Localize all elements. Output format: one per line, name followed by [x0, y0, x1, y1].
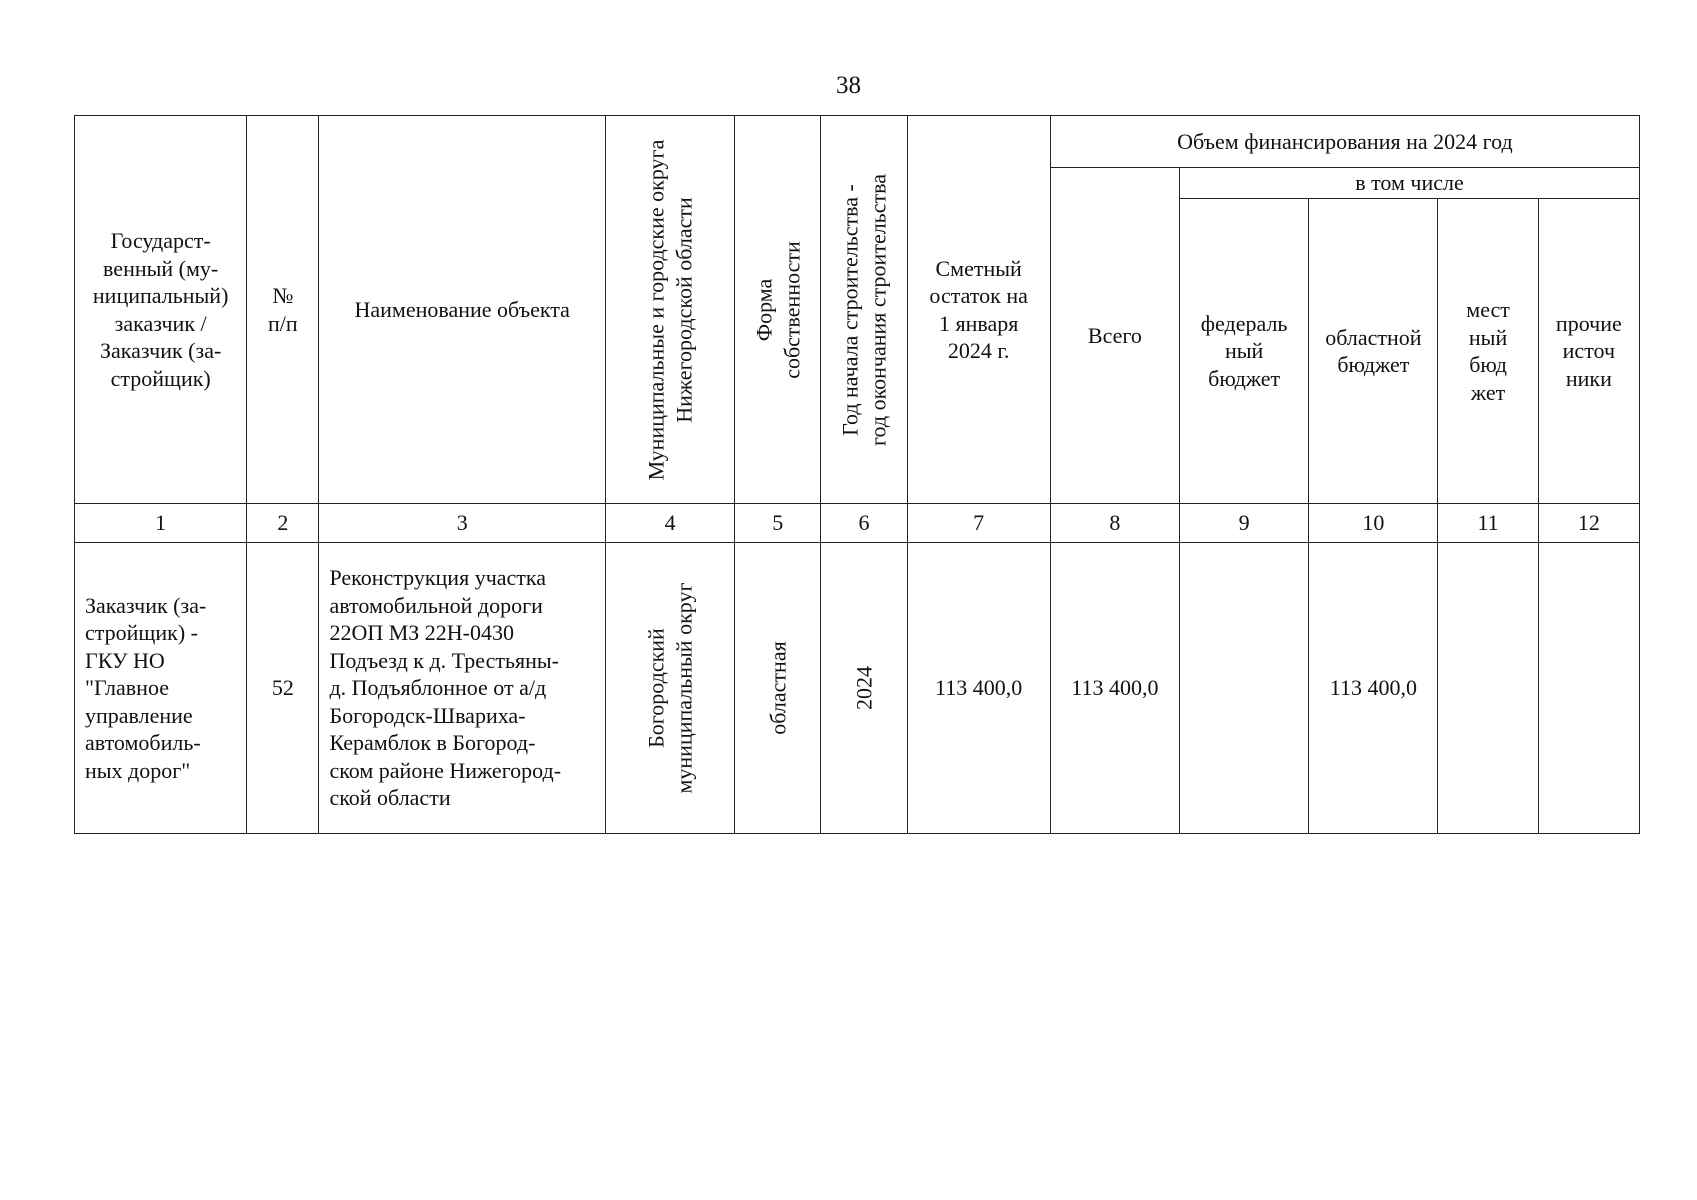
header-local-budget: мест ный бюд жет — [1438, 199, 1538, 504]
cell-estimate-balance: 113 400,0 — [907, 543, 1050, 834]
column-number: 12 — [1538, 504, 1639, 543]
column-number: 2 — [247, 504, 319, 543]
cell-number: 52 — [247, 543, 319, 834]
header-ownership: Форма собственности — [735, 116, 821, 504]
cell-ownership: областная — [735, 543, 821, 834]
column-number: 11 — [1438, 504, 1538, 543]
column-number: 7 — [907, 504, 1050, 543]
table-row — [75, 543, 1640, 834]
column-number: 3 — [319, 504, 606, 543]
header-federal-budget: федераль ный бюджет — [1180, 199, 1309, 504]
column-number: 10 — [1309, 504, 1438, 543]
column-number: 6 — [821, 504, 907, 543]
column-number: 1 — [75, 504, 247, 543]
header-customer: Государст- венный (му- ниципальный) заказчик / Заказчик (за- стройщик) — [75, 116, 247, 504]
header-regional-budget: областной бюджет — [1309, 199, 1438, 504]
column-number: 4 — [605, 504, 734, 543]
cell-total: 113 400,0 — [1050, 543, 1179, 834]
financing-table — [74, 115, 1640, 834]
cell-other-sources — [1538, 543, 1639, 834]
header-number: № п/п — [247, 116, 319, 504]
header-object-name: Наименование объекта — [319, 116, 606, 504]
cell-local-budget — [1438, 543, 1538, 834]
column-number: 5 — [735, 504, 821, 543]
cell-years: 2024 — [821, 543, 907, 834]
header-years: Год начала строительства - год окончания строительства — [821, 116, 907, 504]
header-including: в том числе — [1180, 168, 1640, 199]
cell-federal-budget — [1180, 543, 1309, 834]
cell-regional-budget: 113 400,0 — [1309, 543, 1438, 834]
page-number: 38 — [836, 72, 861, 99]
cell-object-name: Реконструкция участка автомобильной дороги 22ОП МЗ 22Н-0430 Подъезд к д. Трестьяны- д. Подъяблонное от а/д Богородск-Швариха- Керамблок в Богород- ском районе Нижегород- ской области — [319, 543, 606, 834]
header-estimate-balance: Сметный остаток на 1 января 2024 г. — [907, 116, 1050, 504]
header-other-sources: прочие источ ники — [1538, 199, 1639, 504]
cell-customer: Заказчик (за- стройщик) - ГКУ НО "Главное управление автомобиль- ных дорог" — [75, 543, 247, 834]
header-financing-volume: Объем финансирования на 2024 год — [1050, 116, 1639, 168]
column-number: 9 — [1180, 504, 1309, 543]
header-municipality: Муниципальные и городские округа Нижегородской области — [605, 116, 734, 504]
column-number: 8 — [1050, 504, 1179, 543]
cell-municipality: Богородский муниципальный округ — [605, 543, 734, 834]
header-row-top — [75, 116, 1640, 168]
header-total: Всего — [1050, 168, 1179, 504]
column-number-row — [75, 504, 1640, 543]
